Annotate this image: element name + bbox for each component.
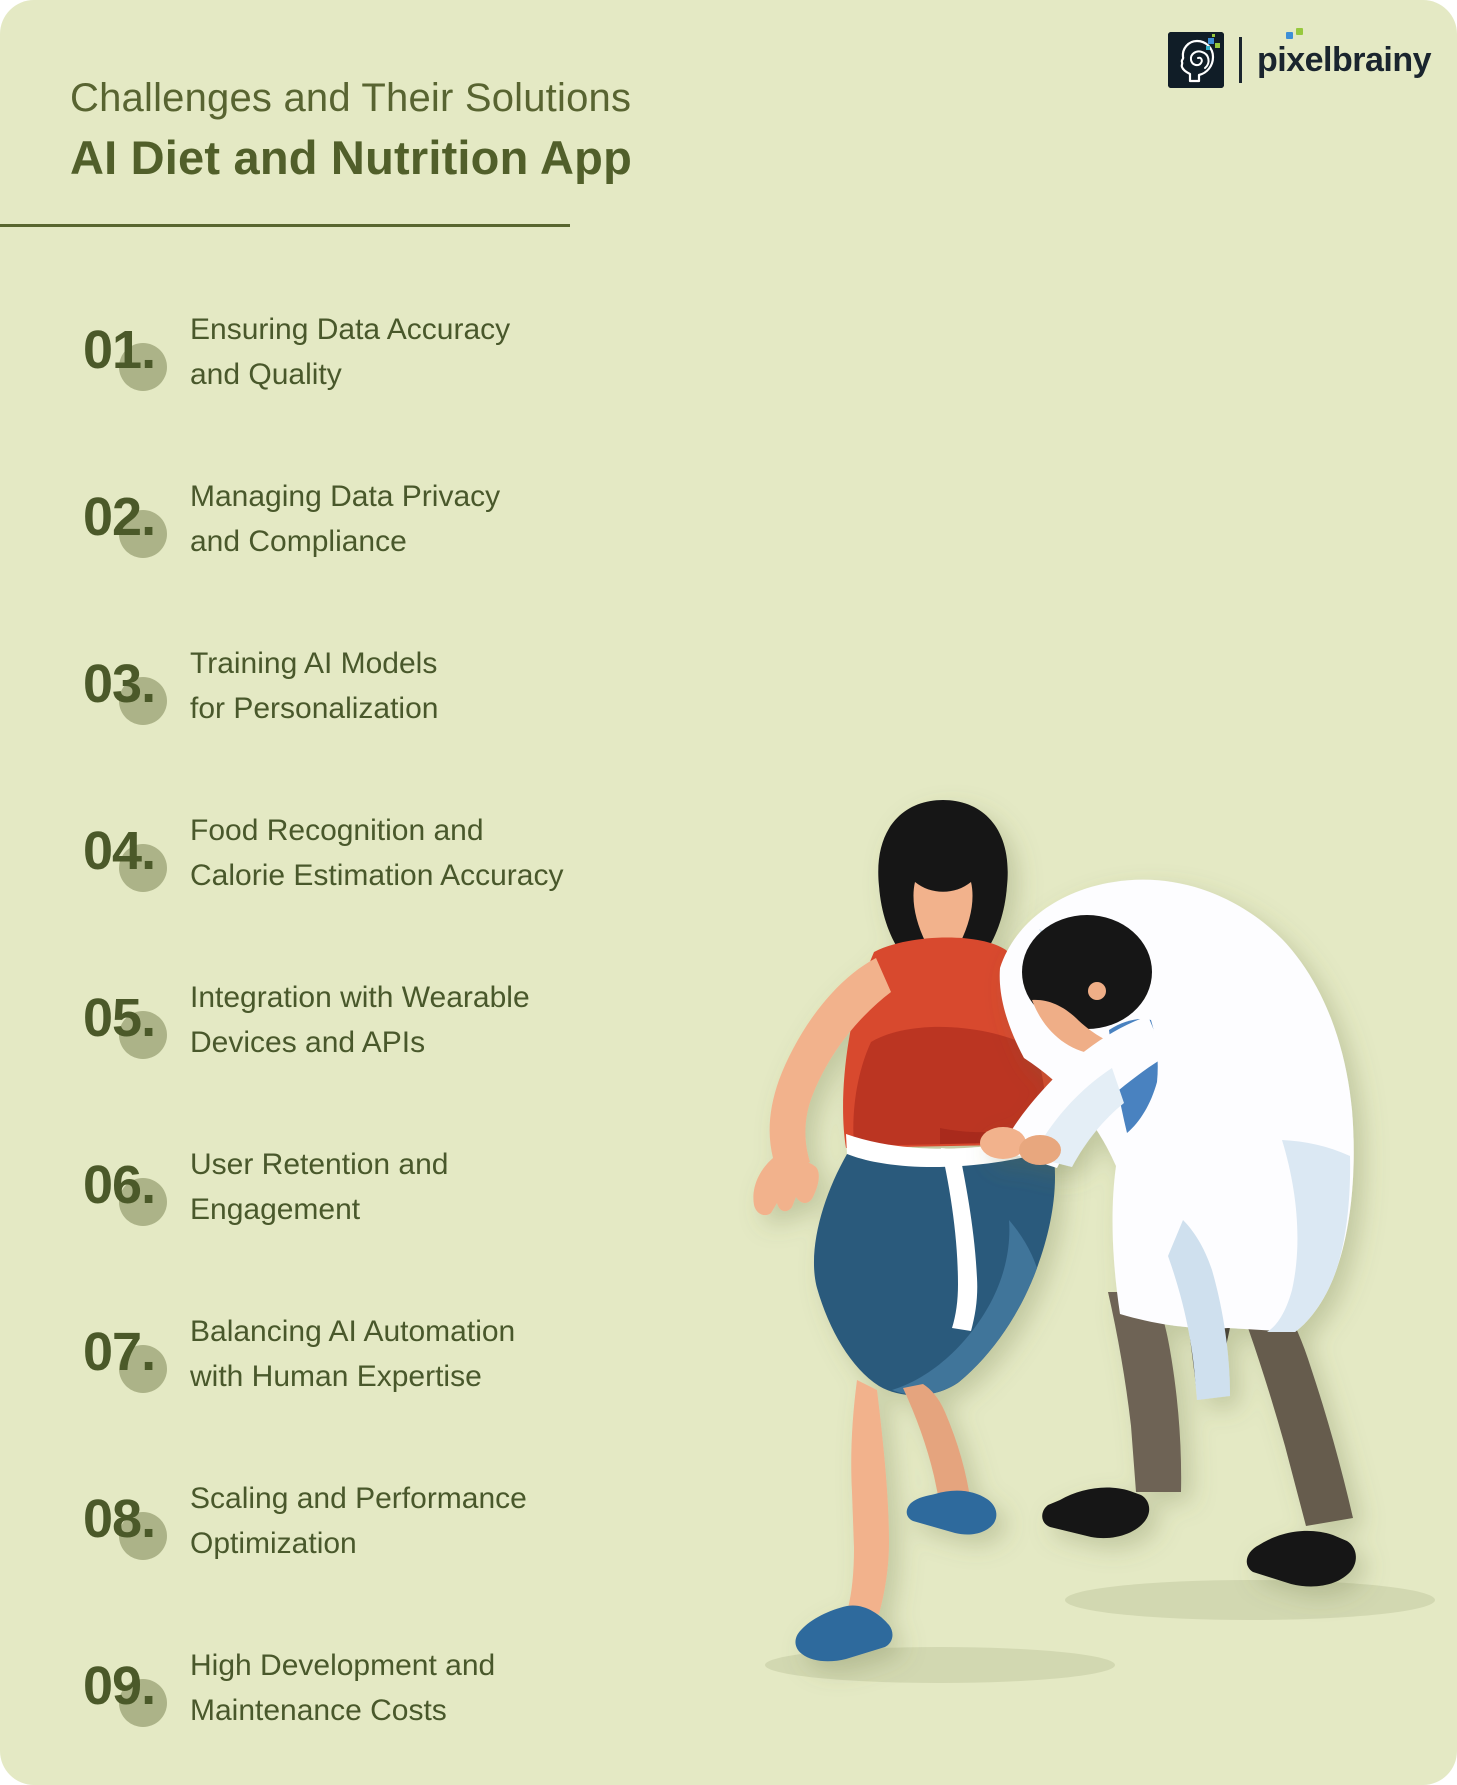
item-label: High Development and Maintenance Costs (190, 1648, 496, 1727)
title-underline (0, 224, 570, 227)
wordmark-part2: elbrainy (1304, 40, 1431, 79)
item-label: Ensuring Data Accuracy and Quality (190, 312, 511, 391)
brand-divider (1239, 37, 1242, 83)
list-item (83, 1270, 563, 1437)
title-subtitle: Challenges and Their Solutions (70, 76, 632, 120)
item-number: 06. (83, 1154, 156, 1215)
item-number-badge (83, 1486, 190, 1556)
pixelbrainy-logo-icon (1168, 32, 1224, 88)
list-item (83, 1103, 563, 1270)
challenges-list (83, 268, 563, 1771)
wordmark-part1: pi (1256, 40, 1287, 79)
list-item (83, 936, 563, 1103)
item-label: Scaling and Performance Optimization (190, 1481, 527, 1560)
item-number: 01. (83, 319, 156, 380)
item-number: 07. (83, 1321, 156, 1382)
page-title (70, 76, 632, 185)
illustration-doctor-measuring-woman (640, 700, 1457, 1785)
item-label: Training AI Models for Personalization (190, 646, 439, 725)
item-label: Food Recognition and Calorie Estimation Accuracy (190, 813, 564, 892)
list-item (83, 1604, 563, 1771)
item-number: 09. (83, 1655, 156, 1716)
brand-wordmark (1257, 41, 1431, 80)
item-number-badge (83, 818, 190, 888)
brain-profile-icon (1168, 32, 1224, 88)
item-number-badge (83, 985, 190, 1055)
item-label: Integration with Wearable Devices and APIs (190, 980, 530, 1059)
item-number-badge (83, 1319, 190, 1389)
brand-header (1168, 32, 1431, 88)
item-number-badge (83, 1653, 190, 1723)
logo-x-dot-green-icon (1296, 28, 1303, 35)
item-number: 05. (83, 987, 156, 1048)
item-number-badge (83, 484, 190, 554)
item-number-badge (83, 317, 190, 387)
list-item (83, 268, 563, 435)
list-item (83, 1437, 563, 1604)
list-item (83, 435, 563, 602)
ground-shadow (1065, 1580, 1435, 1620)
title-main: AI Diet and Nutrition App (70, 131, 632, 184)
wordmark-x: x (1286, 41, 1304, 80)
item-label: Balancing AI Automation with Human Expertise (190, 1314, 516, 1393)
woman-figure (753, 800, 1058, 1661)
item-number: 08. (83, 1488, 156, 1549)
item-number-badge (83, 651, 190, 721)
list-item (83, 602, 563, 769)
item-number: 04. (83, 820, 156, 881)
item-label: Managing Data Privacy and Compliance (190, 479, 501, 558)
item-number-badge (83, 1152, 190, 1222)
logo-x-dot-blue-icon (1286, 32, 1293, 39)
item-number: 02. (83, 486, 156, 547)
item-label: User Retention and Engagement (190, 1147, 449, 1226)
item-number: 03. (83, 653, 156, 714)
list-item (83, 769, 563, 936)
